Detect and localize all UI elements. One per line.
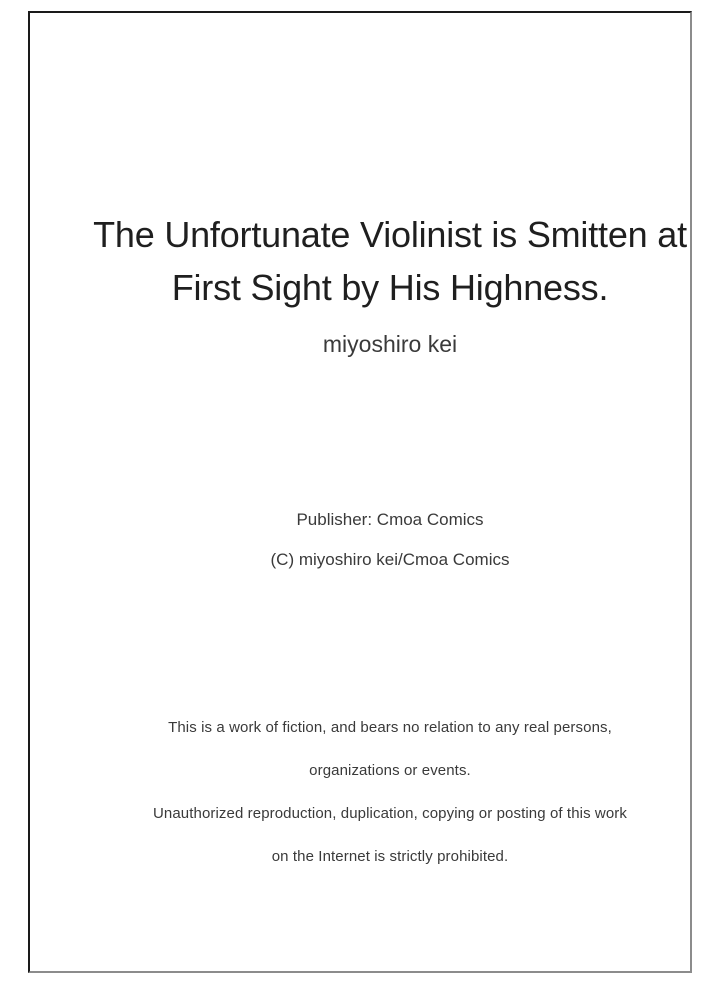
disclaimer-line-3: Unauthorized reproduction, duplication, copying or posting of this work: [152, 805, 628, 822]
disclaimer-line-4: on the Internet is strictly prohibited.: [271, 848, 509, 865]
author-name: miyoshiro kei: [322, 331, 458, 357]
book-title: [60, 208, 720, 314]
disclaimer-line-2: organizations or events.: [309, 762, 471, 779]
publisher-line: Publisher: Cmoa Comics: [296, 510, 484, 529]
page-border-frame: [28, 11, 692, 973]
book-title-line-2: First Sight by His Highness.: [171, 267, 609, 308]
publication-info: [60, 500, 720, 580]
book-title-line-1: The Unfortunate Violinist is Smitten at: [93, 214, 687, 255]
copyright-line: (C) miyoshiro kei/Cmoa Comics: [270, 550, 510, 569]
disclaimer-line-1: This is a work of fiction, and bears no relation to any real persons,: [168, 719, 612, 736]
disclaimer-text: [60, 706, 720, 878]
